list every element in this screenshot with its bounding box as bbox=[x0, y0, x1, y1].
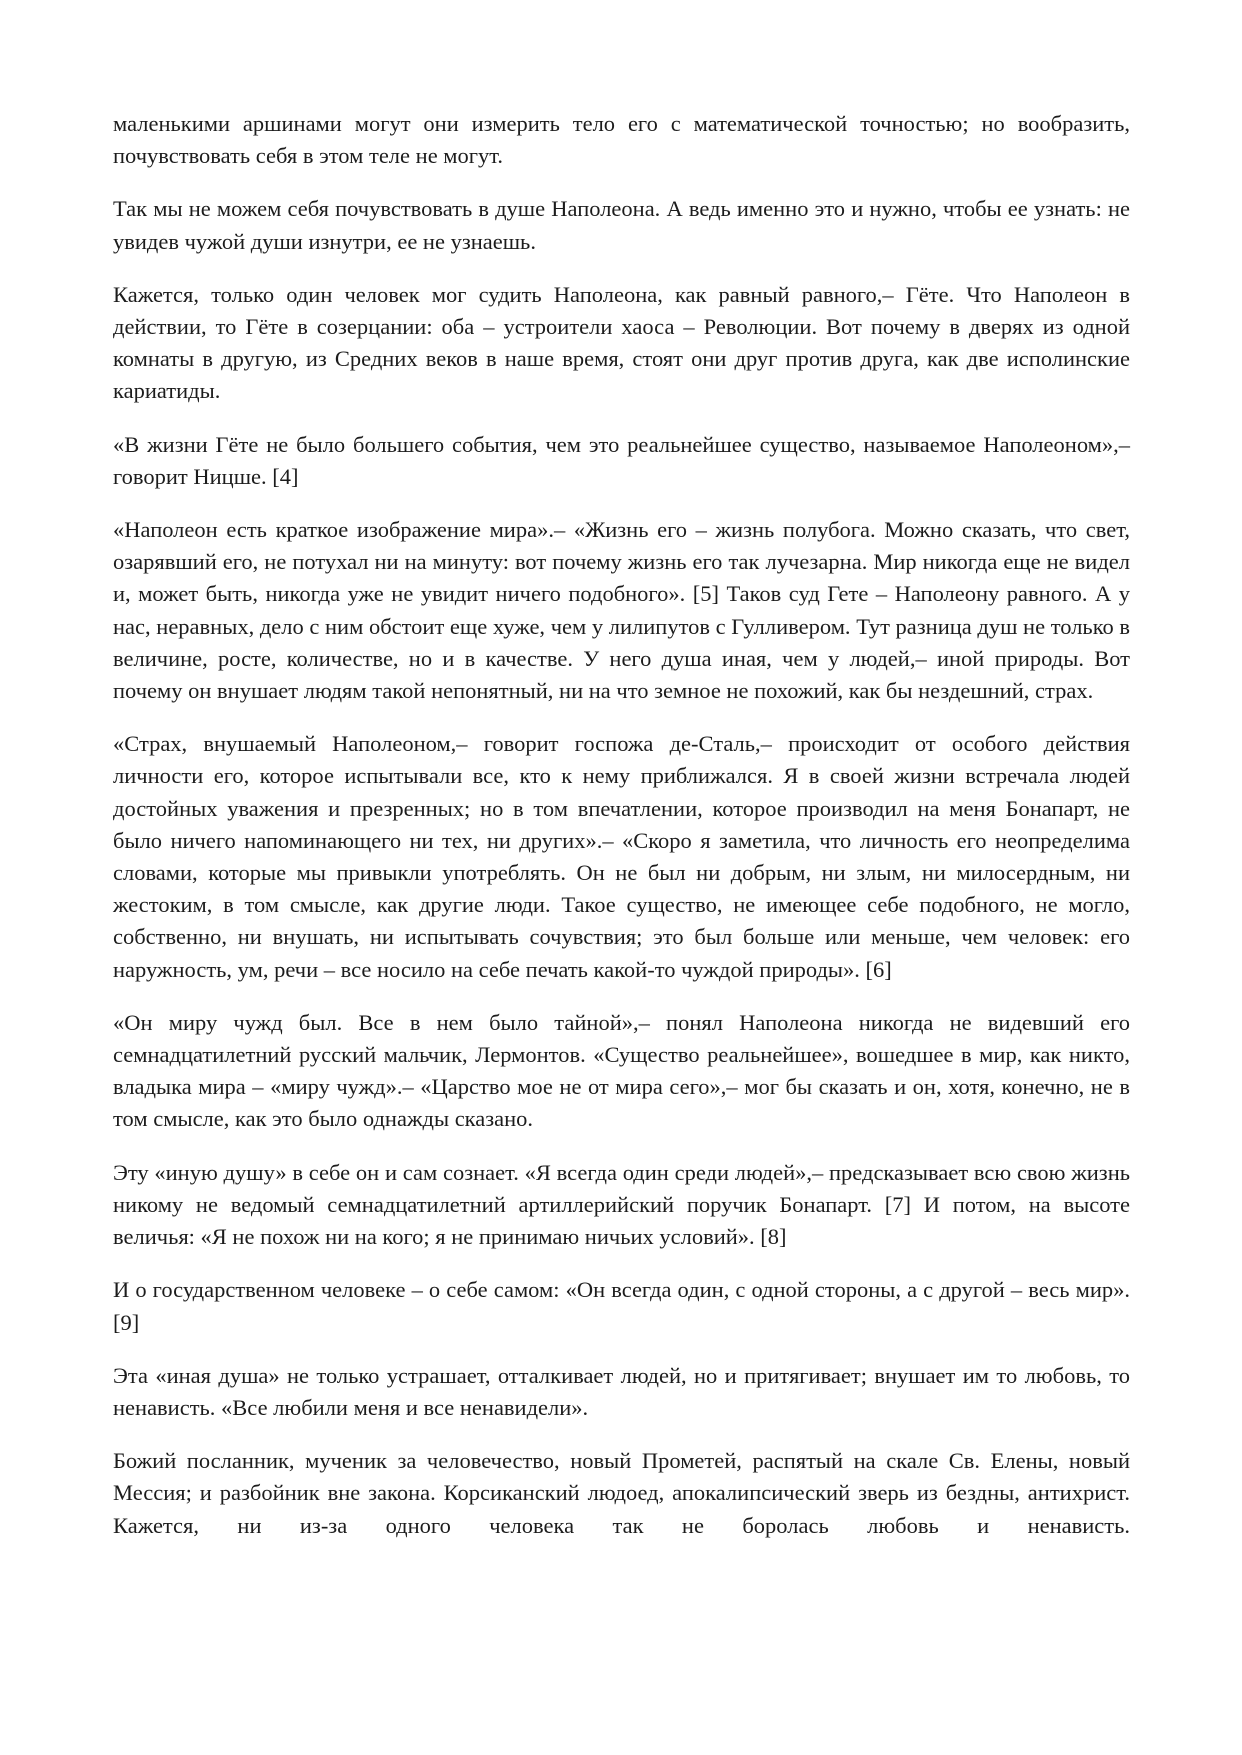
paragraph: И о государственном человеке – о себе самом: «Он всегда один, с одной стороны, а с другой – весь мир». [9] bbox=[113, 1277, 1130, 1335]
paragraph: Божий посланник, мученик за человечество, новый Прометей, распятый на скале Св. Елены, новый Мессия; и разбойник вне закона. Корсиканский людоед, апокалипсический зверь из бездны, антихрист. Кажется, ни из-за одного человека так не боролась любовь и ненависть. bbox=[113, 1448, 1130, 1538]
paragraph: «Он миру чужд был. Все в нем было тайной»,– понял Наполеона никогда не видевший его семнадцатилетний русский мальчик, Лермонтов. «Существо реальнейшее», вошедшее в мир, как никто, владыка мира – «миру чужд».– «Царство мое не от мира сего»,– мог бы сказать и он, хотя, конечно, не в том смысле, как это было однажды сказано. bbox=[113, 1009, 1130, 1132]
paragraph: «В жизни Гёте не было большего события, чем это реальнейшее существо, называемое Наполеоном»,– говорит Ницше. [4] bbox=[113, 431, 1130, 489]
paragraph: Эта «иная душа» не только устрашает, отталкивает людей, но и притягивает; внушает им то любовь, то ненависть. «Все любили меня и все ненавидели». bbox=[113, 1362, 1130, 1420]
paragraph: маленькими аршинами могут они измерить тело его с математической точностью; но вообразить, почувствовать себя в этом теле не могут. bbox=[113, 111, 1130, 169]
paragraph: Так мы не можем себя почувствовать в душе Наполеона. А ведь именно это и нужно, чтобы ее узнать: не увидев чужой души изнутри, ее не узнаешь. bbox=[113, 196, 1130, 254]
paragraph: Эту «иную душу» в себе он и сам сознает. «Я всегда один среди людей»,– предсказывает всю свою жизнь никому не ведомый семнадцатилетний артиллерийский поручик Бонапарт. [7] И потом, на высоте величья: «Я не похож ни на кого; я не принимаю ничьих условий». [8] bbox=[113, 1159, 1130, 1250]
paragraph: «Наполеон есть краткое изображение мира».– «Жизнь его – жизнь полубога. Можно сказать, что свет, озарявший его, не потухал ни на минуту: вот почему жизнь его так лучезарна. Мир никогда еще не видел и, может быть, никогда уже не увидит ничего подобного». [5] Таков суд Гете – Наполеону равного. А у нас, неравных, дело с ним обстоит еще хуже, чем у лилипутов с Гулливером. Тут разница душ не только в величине, росте, количестве, но и в качестве. У него душа иная, чем у людей,– иной природы. Вот почему он внушает людям такой непонятный, ни на что земное не похожий, как бы нездешний, страх. bbox=[113, 517, 1130, 704]
document-body bbox=[113, 108, 1130, 1542]
paragraph: «Страх, внушаемый Наполеоном,– говорит госпожа де-Сталь,– происходит от особого действия личности его, которое испытывали все, кто к нему приближался. Я в своей жизни встречала людей достойных уважения и презренных; но в том впечатлении, которое производил на меня Бонапарт, не было ничего напоминающего ни тех, ни других».– «Скоро я заметила, что личность его неопределима словами, которые мы привыкли употреблять. Он не был ни добрым, ни злым, ни милосердным, ни жестоким, в том смысле, как другие люди. Такое существо, не имеющее себе подобного, не могло, собственно, ни внушать, ни испытывать сочувствия; это был больше или меньше, чем человек: его наружность, ум, речи – все носило на себе печать какой-то чуждой природы». [6] bbox=[113, 731, 1130, 982]
paragraph: Кажется, только один человек мог судить Наполеона, как равный равного,– Гёте. Что Наполеон в действии, то Гёте в созерцании: оба – устроители хаоса – Революции. Вот почему в дверях из одной комнаты в другую, из Средних веков в наше время, стоят они друг против друга, как две исполинские кариатиды. bbox=[113, 281, 1130, 404]
